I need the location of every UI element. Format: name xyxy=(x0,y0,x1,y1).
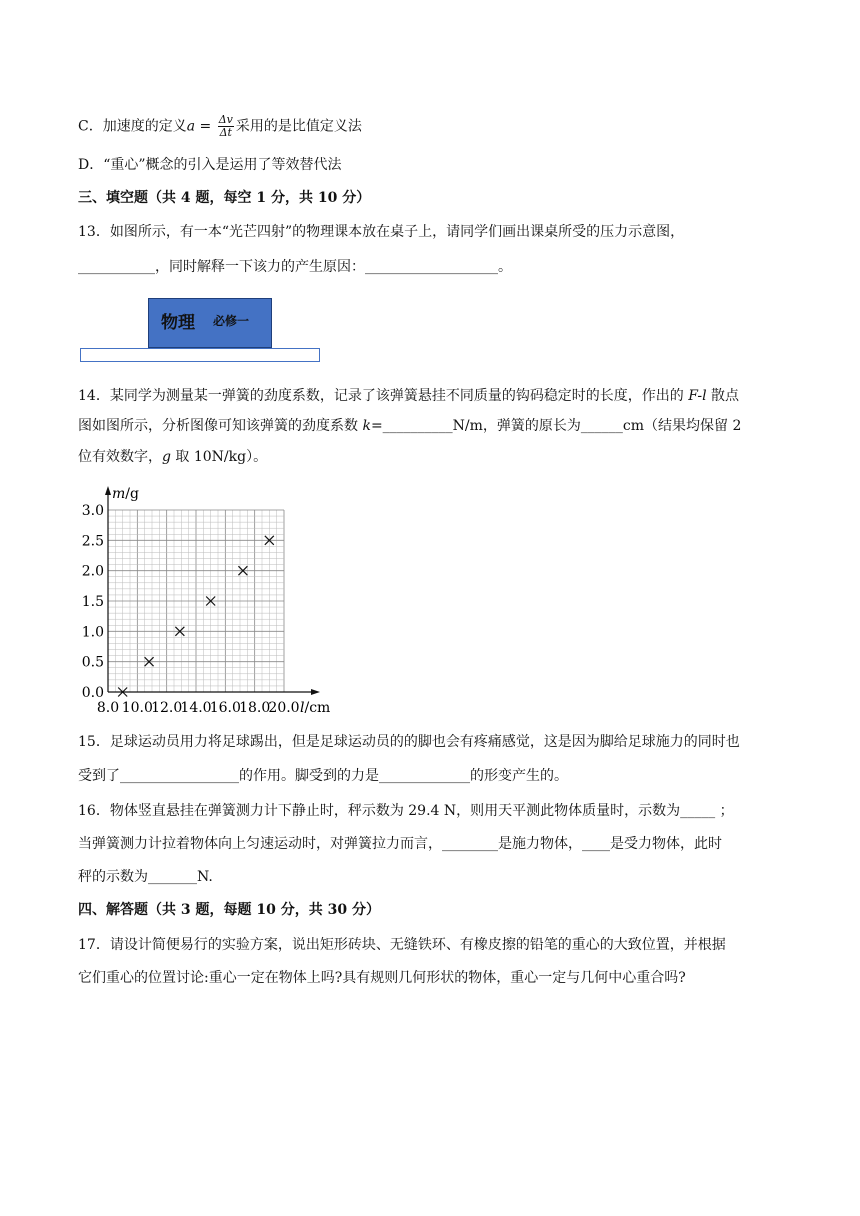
spring-scatter-chart xyxy=(70,478,330,718)
y-axis-label xyxy=(112,486,139,502)
y-axis-arrow-icon xyxy=(105,486,111,495)
y-tick-label: 0.5 xyxy=(81,654,104,671)
desk-figure xyxy=(80,348,320,362)
q16-line-1: 16．物体竖直悬挂在弹簧测力计下静止时，秤示数为 29.4 N，则用天平测此物体质量时，示数为_____ ； xyxy=(78,803,734,819)
q14-var-g: g xyxy=(162,449,171,465)
option-c-prefix: C．加速度的定义 xyxy=(78,118,187,135)
x-tick-label: 8.0 xyxy=(96,700,120,716)
x-tick-label: 20.0 xyxy=(268,700,300,716)
y-axis-var: m xyxy=(112,486,126,502)
delta-fraction xyxy=(218,114,234,139)
q14-var-fl: F-l xyxy=(688,388,707,404)
fraction-denominator: Δt xyxy=(219,126,232,139)
y-tick-label: 3.0 xyxy=(81,503,104,519)
chart-tick-labels xyxy=(82,503,300,716)
q17-line-1: 17．请设计简便易行的实验方案，说出矩形砖块、无缝铁环、有橡皮擦的铅笔的重心的大致位置，并根据 xyxy=(78,937,726,953)
y-tick-label: 0.0 xyxy=(81,685,104,701)
x-tick-label: 12.0 xyxy=(151,700,183,716)
y-tick-label: 2.0 xyxy=(81,563,104,580)
q16-line-2: 当弹簧测力计拉着物体向上匀速运动时，对弹簧拉力而言，________是施力物体，____是受力物体，此时 xyxy=(78,836,722,852)
x-axis-unit: /cm xyxy=(304,700,330,716)
option-c xyxy=(78,114,362,139)
fraction-numerator: Δv xyxy=(218,113,233,126)
book-title: 物理 xyxy=(161,313,195,333)
x-tick-label: 18.0 xyxy=(239,700,271,716)
y-tick-label: 2.5 xyxy=(81,533,104,550)
x-tick-label: 16.0 xyxy=(209,700,241,716)
q15-line-1: 15．足球运动员用力将足球踢出，但是足球运动员的的脚也会有疼痛感觉，这是因为脚给足球施力的同时也 xyxy=(78,734,740,750)
section-4-heading: 四、解答题（共 3 题，每题 10 分，共 30 分） xyxy=(78,902,380,918)
q14-line-2 xyxy=(78,416,741,436)
q14-var-k: k xyxy=(362,418,371,434)
q14-text-2b: =__________N/m，弹簧的原长为______cm（结果均保留 2 xyxy=(370,418,742,434)
q14-text-3b: 取 10N/kg）。 xyxy=(170,449,268,465)
option-c-suffix: 采用的是比值定义法 xyxy=(235,118,362,135)
y-tick-label: 1.5 xyxy=(81,594,104,610)
q14-text-1a: 14．某同学为测量某一弹簧的劲度系数，记录了该弹簧悬挂不同质量的钩码稳定时的长度，作出的 xyxy=(78,388,689,404)
q14-line-1 xyxy=(78,386,739,406)
q13-line-2: ___________，同时解释一下该力的产生原因：___________________。 xyxy=(78,259,512,275)
q14-text-2a: 图如图所示，分析图像可知该弹簧的劲度系数 xyxy=(78,418,363,434)
q17-line-2: 它们重心的位置讨论:重心一定在物体上吗?具有规则几何形状的物体，重心一定与几何中心重合吗? xyxy=(78,970,686,986)
q16-line-3: 秤的示数为_______N. xyxy=(78,869,213,885)
q15-line-2: 受到了_________________的作用。脚受到的力是_____________的形变产生的。 xyxy=(78,768,568,784)
chart-grid xyxy=(108,510,284,692)
x-axis-arrow-icon xyxy=(311,689,320,695)
q14-text-3a: 位有效数字， xyxy=(78,449,162,465)
x-axis-label xyxy=(300,700,330,716)
option-d: D．“重心”概念的引入是运用了等效替代法 xyxy=(78,157,342,173)
x-tick-label: 14.0 xyxy=(180,700,212,716)
var-a: a xyxy=(186,118,196,135)
y-tick-label: 1.0 xyxy=(81,624,104,641)
y-axis-unit: /g xyxy=(125,486,139,502)
equals-sign: = xyxy=(195,118,216,135)
q14-text-1b: 散点 xyxy=(706,388,740,404)
x-axis-var: l xyxy=(300,700,305,716)
x-tick-label: 10.0 xyxy=(121,700,153,716)
q14-line-3 xyxy=(78,447,267,467)
q13-line-1: 13．如图所示，有一本“光芒四射”的物理课本放在桌子上，请同学们画出课桌所受的压力示意图， xyxy=(78,224,685,240)
book-subtitle: 必修一 xyxy=(213,314,250,328)
physics-book-figure xyxy=(148,298,272,348)
section-3-heading: 三、填空题（共 4 题，每空 1 分，共 10 分） xyxy=(78,190,371,206)
